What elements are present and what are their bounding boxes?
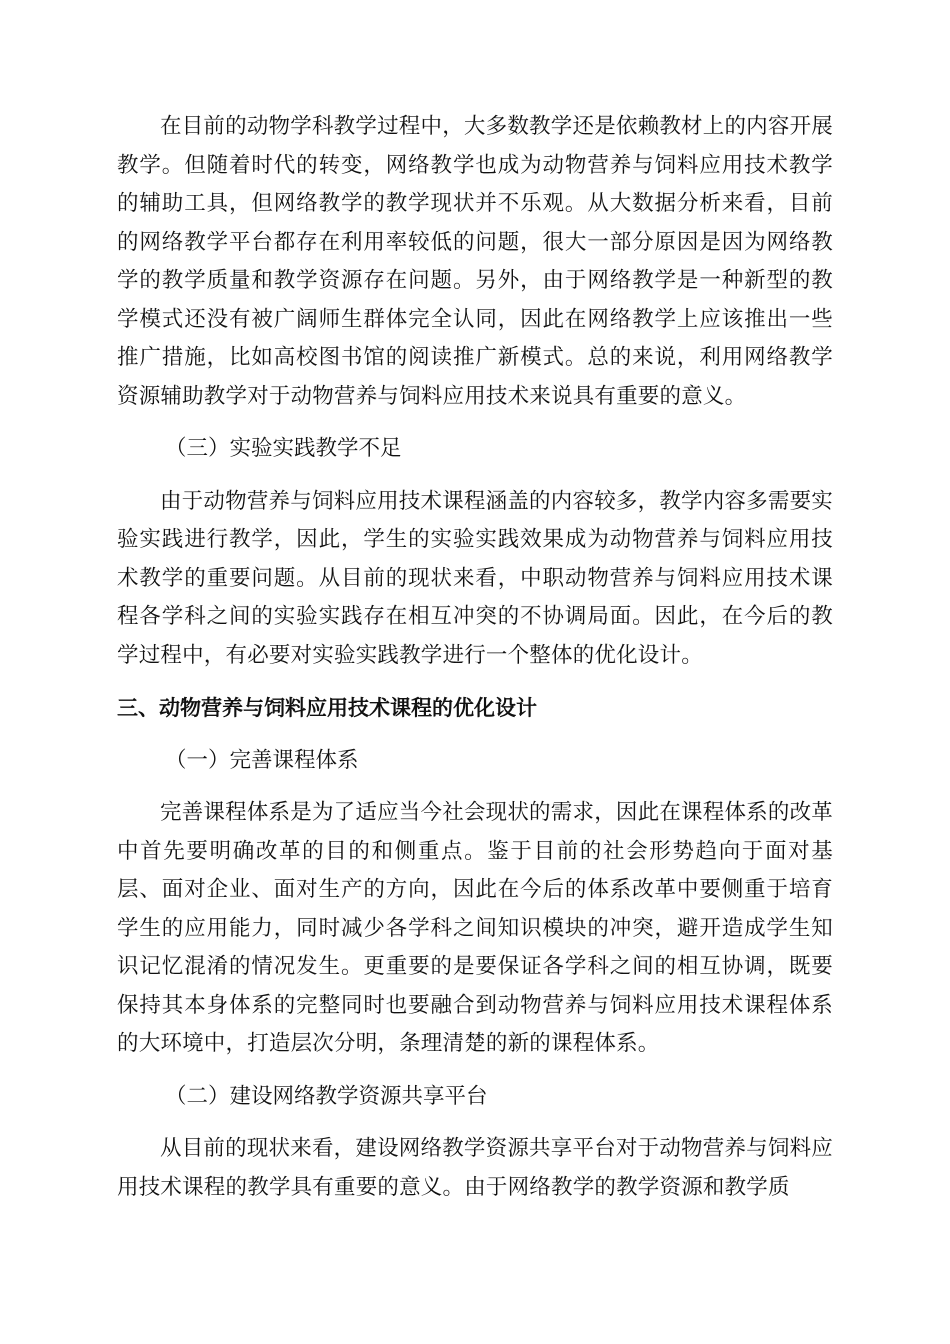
paragraph-resource-platform: 从目前的现状来看，建设网络教学资源共享平台对于动物营养与饲料应用技术课程的教学具有重要的意义。由于网络教学的教学资源和教学质 — [117, 1136, 833, 1200]
subheading-resource-platform: （二）建设网络教学资源共享平台 — [165, 1083, 488, 1109]
subheading-course-system: （一）完善课程体系 — [165, 747, 359, 773]
paragraph-course-system: 完善课程体系是为了适应当今社会现状的需求，因此在课程体系的改革中首先要明确改革的目的和侧重点。鉴于目前的社会形势趋向于面对基层、面对企业、面对生产的方向，因此在今后的体系改革中要侧重于培育学生的应用能力，同时减少各学科之间知识模块的冲突，避开造成学生知识记忆混淆的情况发生。更重要的是要保证各学科之间的相互协调，既要保持其本身体系的完整同时也要融合到动物营养与饲料应用技术课程体系的大环境中，打造层次分明，条理清楚的新的课程体系。 — [117, 800, 833, 1056]
document-page — [117, 108, 833, 1207]
paragraph-experiment-practice: 由于动物营养与饲料应用技术课程涵盖的内容较多，教学内容多需要实验实践进行教学，因此，学生的实验实践效果成为动物营养与饲料应用技术教学的重要问题。从目前的现状来看，中职动物营养与饲料应用技术课程各学科之间的实验实践存在相互冲突的不协调局面。因此，在今后的教学过程中，有必要对实验实践教学进行一个整体的优化设计。 — [117, 488, 833, 668]
subheading-experiment-practice: （三）实验实践教学不足 — [165, 436, 402, 461]
paragraph-network-teaching: 在目前的动物学科教学过程中，大多数教学还是依赖教材上的内容开展教学。但随着时代的转变，网络教学也成为动物营养与饲料应用技术教学的辅助工具，但网络教学的教学现状并不乐观。从大数据分析来看，目前的网络教学平台都存在利用率较低的问题，很大一部分原因是因为网络教学的教学质量和教学资源存在问题。另外，由于网络教学是一种新型的教学模式还没有被广阔师生群体完全认同，因此在网络教学上应该推出一些推广措施，比如高校图书馆的阅读推广新模式。总的来说，利用网络教学资源辅助教学对于动物营养与饲料应用技术来说具有重要的意义。 — [117, 114, 833, 409]
section-heading-optimization: 三、动物营养与饲料应用技术课程的优化设计 — [117, 696, 537, 720]
